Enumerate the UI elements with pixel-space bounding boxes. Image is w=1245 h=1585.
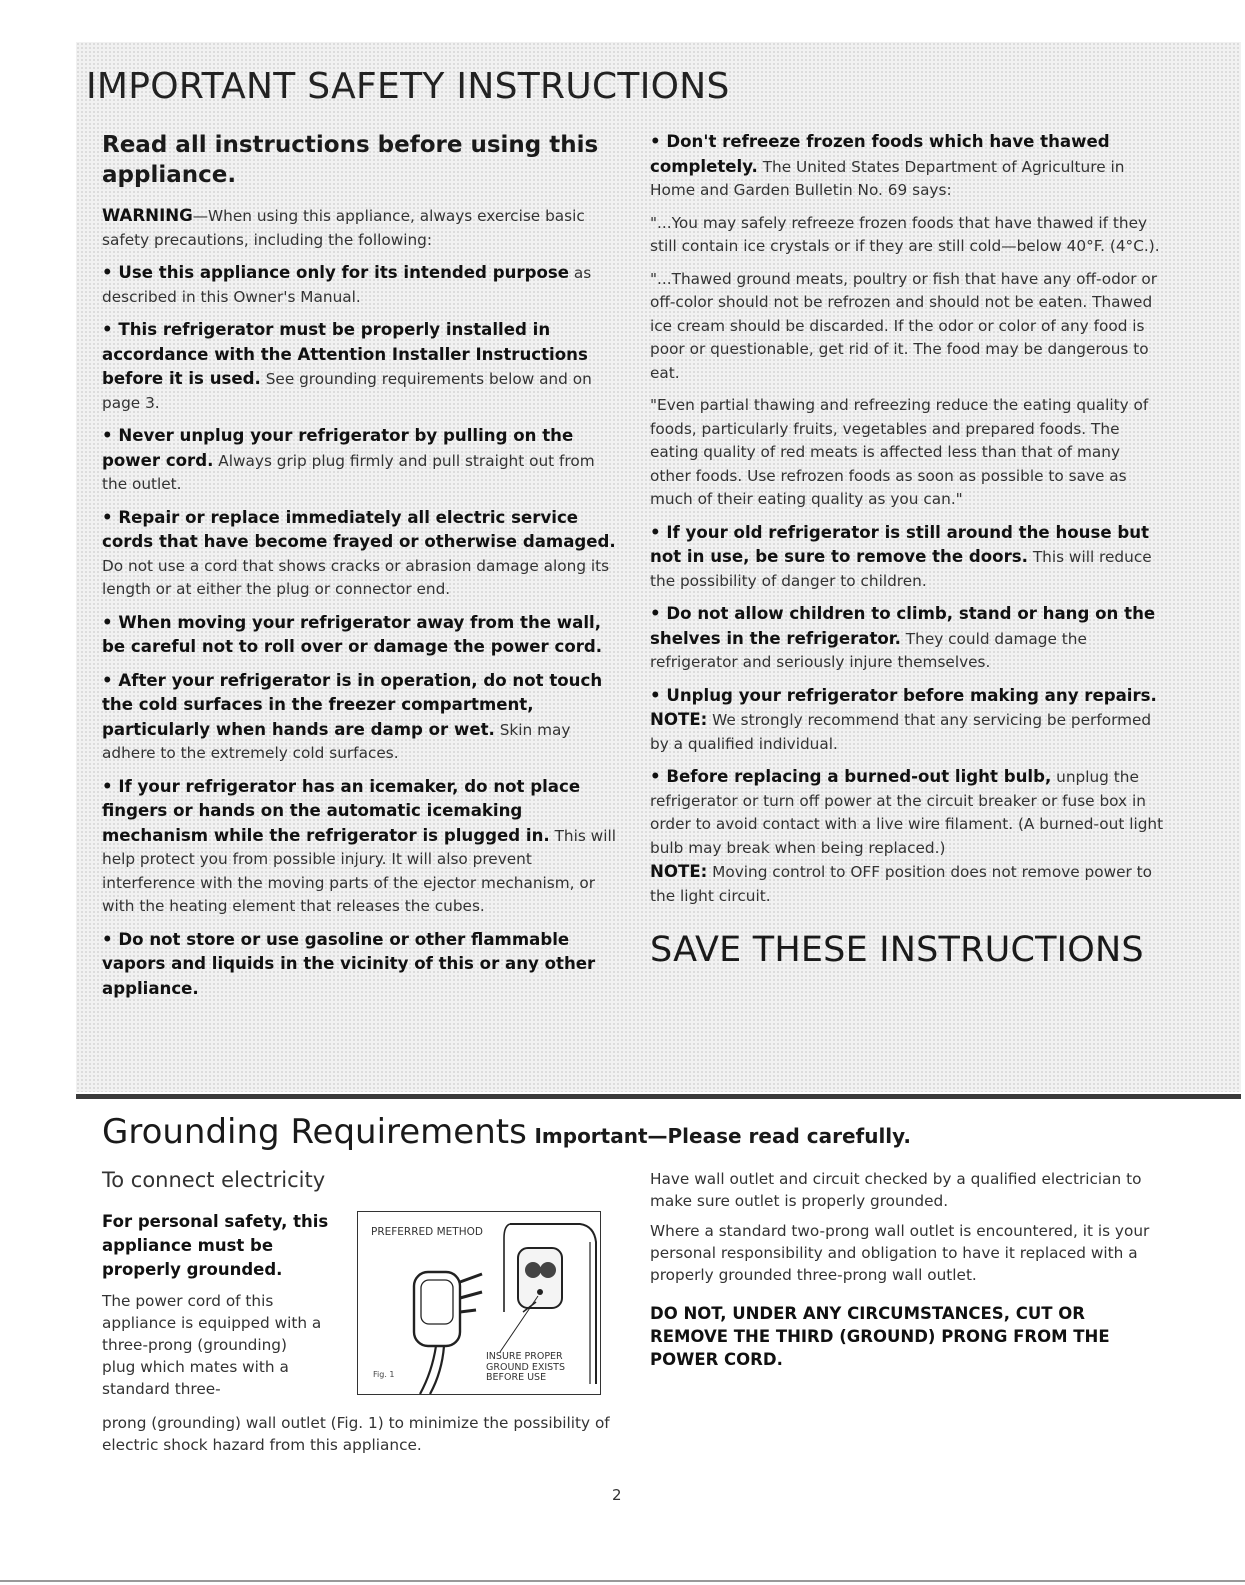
section-divider: [76, 1094, 1241, 1099]
safety-item: • Don't refreeze frozen foods which have thawed completely. The United States Department of Agriculture in Home and Garden Bulletin No. 69 says:: [650, 132, 1125, 199]
safety-item: • After your refrigerator is in operation, do not touch the cold surfaces in the freezer compartment, particularly when hands are damp or wet. Skin may adhere to the extremely cold surfaces.: [102, 670, 603, 762]
usda-quote: "...Thawed ground meats, poultry or fish that have any off-odor or off-color should not be refrozen and should not be eaten. Thawed ice cream should be discarded. If the odor or color of any food is poor or questionable, get rid of it. The food may be dangerous to eat.: [650, 269, 1158, 382]
safety-item: • Use this appliance only for its intended purpose as described in this Owner's Manual.: [102, 263, 592, 306]
safety-item: • Before replacing a burned-out light bulb, unplug the refrigerator or turn off power at the circuit breaker or fuse box in order to avoid contact with a live wire filament. (A burned-out light bulb may break when being replaced.): [650, 767, 1164, 857]
bottom-border: [0, 1580, 1245, 1582]
grounding-paragraph: Where a standard two-prong wall outlet is encountered, it is your personal responsibility and obligation to have it replaced with a properly grounded three-prong wall outlet.: [650, 1222, 1150, 1284]
safety-item: • Do not allow children to climb, stand or hang on the shelves in the refrigerator. They could damage the refrigerator and seriously injure themselves.: [650, 604, 1156, 671]
safety-item: • Never unplug your refrigerator by pulling on the power cord. Always grip plug firmly and pull straight out from the outlet.: [102, 426, 595, 493]
safety-left-column: [102, 130, 622, 1010]
light-circuit-note: NOTE: Moving control to OFF position does not remove power to the light circuit.: [650, 862, 1153, 905]
page-number: 2: [612, 1486, 622, 1504]
power-cord-text: The power cord of this appliance is equipped with a three-prong (grounding) plug which mates with a standard three-: [102, 1292, 322, 1398]
grounding-figure: [357, 1211, 601, 1395]
read-instructions-heading: Read all instructions before using this appliance.: [102, 132, 599, 188]
save-instructions-heading: SAVE THESE INSTRUCTIONS: [650, 930, 1144, 970]
insure-ground-label: INSURE PROPER GROUND EXISTS BEFORE USE: [486, 1351, 566, 1383]
personal-safety-text: For personal safety, this appliance must be properly grounded.: [102, 1212, 329, 1279]
safety-item: WARNING—When using this appliance, always exercise basic safety precautions, including the following:: [102, 206, 585, 249]
safety-right-column: [650, 130, 1165, 970]
grounding-heading: [102, 1112, 911, 1152]
safety-item: • If your old refrigerator is still around the house but not in use, be sure to remove the doors. This will reduce the possibility of danger to children.: [650, 522, 1152, 590]
safety-item: • Unplug your refrigerator before making any repairs. NOTE: We strongly recommend that any servicing be performed by a qualified individual.: [650, 685, 1157, 753]
safety-item: • Repair or replace immediately all electric service cords that have become frayed or otherwise damaged. Do not use a cord that shows cracks or abrasion damage along its length or at either the plug or connector end.: [102, 507, 616, 598]
grounding-paragraph: Have wall outlet and circuit checked by a qualified electrician to make sure outlet is properly grounded.: [650, 1170, 1142, 1210]
figure-number-label: Fig. 1: [373, 1370, 395, 1379]
grounding-subtitle: Important—Please read carefully.: [534, 1124, 911, 1148]
power-cord-text-continued: prong (grounding) wall outlet (Fig. 1) to minimize the possibility of electric shock hazard from this appliance.: [102, 1414, 610, 1454]
usda-quote: "Even partial thawing and refreezing reduce the eating quality of foods, particularly fruits, vegetables and prepared foods. The eating quality of red meats is affected less than that of many other foods. Use refrozen foods as soon as possible to save as much of their eating quality as you can.": [650, 396, 1149, 508]
ground-prong-warning: DO NOT, UNDER ANY CIRCUMSTANCES, CUT OR REMOVE THE THIRD (GROUND) PRONG FROM THE POWER CORD.: [650, 1304, 1110, 1369]
safety-item: • This refrigerator must be properly installed in accordance with the Attention Installer Instructions before it is used. See grounding requirements below and on page 3.: [102, 320, 592, 412]
page-title: IMPORTANT SAFETY INSTRUCTIONS: [86, 66, 730, 107]
usda-quote: "...You may safely refreeze frozen foods that have thawed if they still contain ice crystals or if they are still cold—below 40°F. (4°C.).: [650, 213, 1160, 255]
safety-item: • When moving your refrigerator away from the wall, be careful not to roll over or damage the power cord.: [102, 612, 603, 656]
grounding-title: Grounding Requirements: [102, 1112, 527, 1152]
preferred-method-label: PREFERRED METHOD: [371, 1226, 483, 1238]
grounding-right-column: [650, 1168, 1150, 1371]
connect-electricity-heading: To connect electricity: [102, 1168, 326, 1192]
safety-item: • Do not store or use gasoline or other flammable vapors and liquids in the vicinity of this or any other appliance.: [102, 929, 596, 998]
safety-item: • If your refrigerator has an icemaker, do not place fingers or hands on the automatic icemaking mechanism while the refrigerator is plugged in. This will help protect you from possible injury. It will also prevent interference with the moving parts of the ejector mechanism, or with the heating element that releases the cubes.: [102, 776, 616, 915]
